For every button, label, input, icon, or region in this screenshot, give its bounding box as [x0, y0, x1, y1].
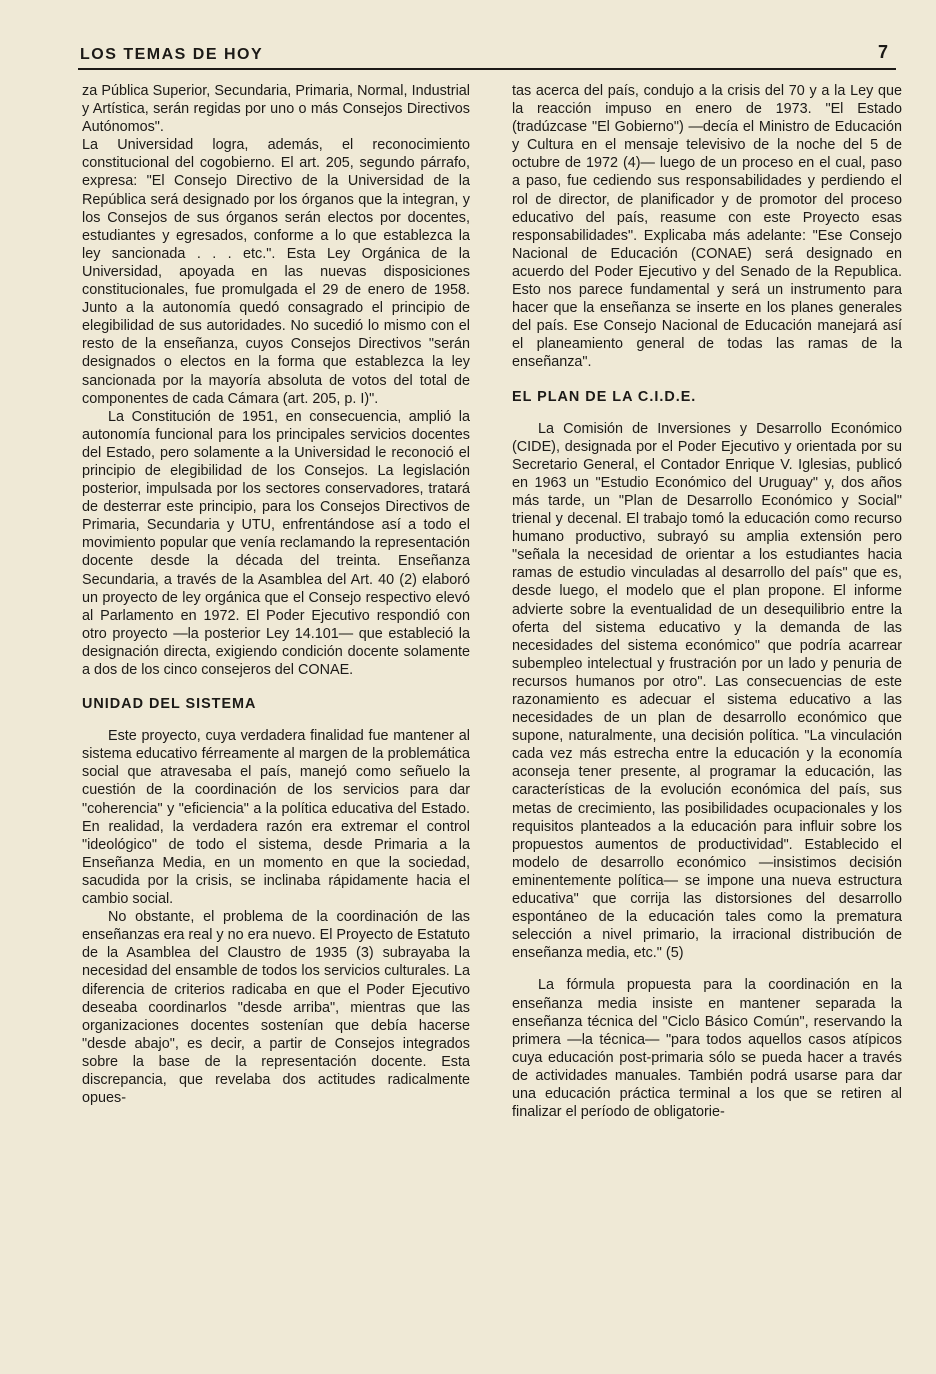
- paragraph: tas acerca del país, condujo a la crisis del 70 y a la Ley que la reacción impuso en enero de 1973. "El Estado (tradúzcase "El Gobierno") —decía el Ministro de Educación y Cultura en el mensaje televisivo de la noche del 5 de octubre de 1972 (4)— luego de un proceso en el cual, paso a paso, fue cediendo sus responsabilidades y perdiendo el rol de director, de planificador y de promotor del proceso educativo del país, reasume con este Proyecto esas responsabilidades". Explicaba más adelante: "Ese Consejo Nacional de Educación (CONAE) será designado en acuerdo del Poder Ejecutivo y del Senado de la Republica. Esto nos parece fundamental y será un instrumento para hacer que la enseñanza se inserte en los planes generales del país. Ese Consejo Nacional de Educación manejará así el planeamiento general de todas las ramas de la enseñanza".: [512, 83, 902, 371]
- paragraph: La Constitución de 1951, en consecuencia, amplió la autonomía funcional para los principales servicios docentes del Estado, pero solamente a la Universidad le reconoció el principio de elegibilidad de los Consejos. La legislación posterior, impulsada por los sectores conservadores, tratará de desterrar este principio, para los Consejos Directivos de Primaria, Secundaria y UTU, enfrentándose así a todo el movimiento popular que venía reclamando la representación docente desde la década del treinta. Enseñanza Secundaria, a través de la Asamblea del Art. 40 (2) elaboró un proyecto de ley orgánica que el Consejo respectivo elevó al Parlamento en 1972. El Poder Ejecutivo respondió con otro proyecto —la posterior Ley 14.101— que estableció la designación directa, exigiendo condición docente solamente a dos de los cinco consejeros del CONAE.: [82, 408, 470, 678]
- page-number: 7: [877, 42, 888, 62]
- paragraph: La Comisión de Inversiones y Desarrollo Económico (CIDE), designada por el Poder Ejecutivo y orientada por su Secretario General, el Contador Enrique V. Iglesias, publicó en 1963 un "Estudio Económico del Uruguay" y, dos años más tarde, un "Plan de Desarrollo Económico y Social" trienal y decenal. El trabajo tomó la educación como recurso humano productivo, subrayó su amplia extensión pero "señala la necesidad de orientar a los estudiantes hacia ramas de estudio vinculadas al desarrollo del país" que es, desde luego, el modelo que el plan propone. El informe advierte sobre la eventualidad de un desequilibrio entre la oferta del sistema educativo y la demanda de las necesidades del sistema económico" que podría acarrear subempleo intelectual y frustración por un lado y penuria de recursos humanos por otro". Las consecuencias de este razonamiento es adecuar el sistema educativo a las necesidades de un plan de desarrollo económico que supone, naturalmente, una decisión política. "La vinculación cada vez más estrecha entre la educación y la economía aconseja tener presente, al programar la educación, las características de la evolución económica del país, sus metas de crecimiento, las posibilidades ocupacionales y los requisitos planteados a la educación para influir sobre los propuestos aumentos de productividad". Establecido el modelo de desarrollo económico —insistimos decisión eminentemente política— se impone una nueva estructura educativa" que corrija las distorsiones del desarrollo espontáneo de la educación tales como la prematura selección a nivel primario, la irracional distribución de enseñanza media, etc." (5): [512, 420, 902, 962]
- paragraph: No obstante, el problema de la coordinación de las enseñanzas era real y no era nuevo. El Proyecto de Estatuto de la Asamblea del Claustro de 1935 (3) subrayaba la necesidad del ensamble de todos los servicios culturales. La diferencia de criterios radicaba en que el Poder Ejecutivo deseaba coordinarlos "desde arriba", mientras que las organizaciones docentes sostenían que debía hacerse "desde abajo", es decir, a partir de Consejos integrados sobre la base de la representación docente. Esta discrepancia, que revelaba dos actitudes radicalmente opues-: [82, 909, 470, 1107]
- paragraph: La fórmula propuesta para la coordinación en la enseñanza media insiste en mantener separada la enseñanza técnica del "Ciclo Básico Común", reservando la primera —la técnica— "para todos aquellos casos atípicos cuya educación post-primaria sólo se pueda hacer a través de actividades manuales. También podrá usarse para dar una educación práctica terminal a los que se retiren al finalizar el período de obligatorie-: [512, 977, 902, 1121]
- paragraph: La Universidad logra, además, el reconocimiento constitucional del cogobierno. El art. 205, segundo párrafo, expresa: "El Consejo Directivo de la Universidad de la República será designado por los órganos que la integran, y los Consejos de sus órganos serán electos por docentes, estudiantes y egresados, conforme a lo que establezca la ley sancionada . . . etc.". Esta Ley Orgánica de la Universidad, apoyada en las nuevas disposiciones constitucionales, fue promulgada el 29 de enero de 1958. Junto a la autonomía quedó consagrado el principio de elegibilidad de sus autoridades. No sucedió lo mismo con el resto de la enseñanza, cuyos Consejos Directivos "serán designados o electos en la forma que establezca la ley sancionada por la mayoría absoluta de votos del total de componentes de cada Cámara (art. 205, p. I)".: [82, 137, 470, 407]
- paragraph: za Pública Superior, Secundaria, Primaria, Normal, Industrial y Artística, serán regidas por uno o más Consejos Directivos Autónomos".: [82, 83, 470, 136]
- paragraph: Este proyecto, cuya verdadera finalidad fue mantener al sistema educativo férreamente al margen de la problemática social que atravesaba el país, manejó como señuelo la cuestión de la coordinación de los servicios para dar "coherencia" y "eficiencia" a la política educativa del Estado. En realidad, la verdadera razón era extremar el control "ideológico" de todo el sistema, desde Primaria a la Enseñanza Media, en un momento en que la sociedad, sacudida por la crisis, se inclinaba rápidamente hacia el cambio social.: [82, 728, 470, 908]
- right-column: [512, 82, 902, 1342]
- section-heading: UNIDAD DEL SISTEMA: [82, 696, 257, 713]
- paragraph-gap: [512, 962, 902, 976]
- running-header: [78, 42, 896, 70]
- left-column: [82, 82, 470, 1342]
- section-title: LOS TEMAS DE HOY: [80, 46, 264, 63]
- section-heading: EL PLAN DE LA C.I.D.E.: [512, 388, 697, 405]
